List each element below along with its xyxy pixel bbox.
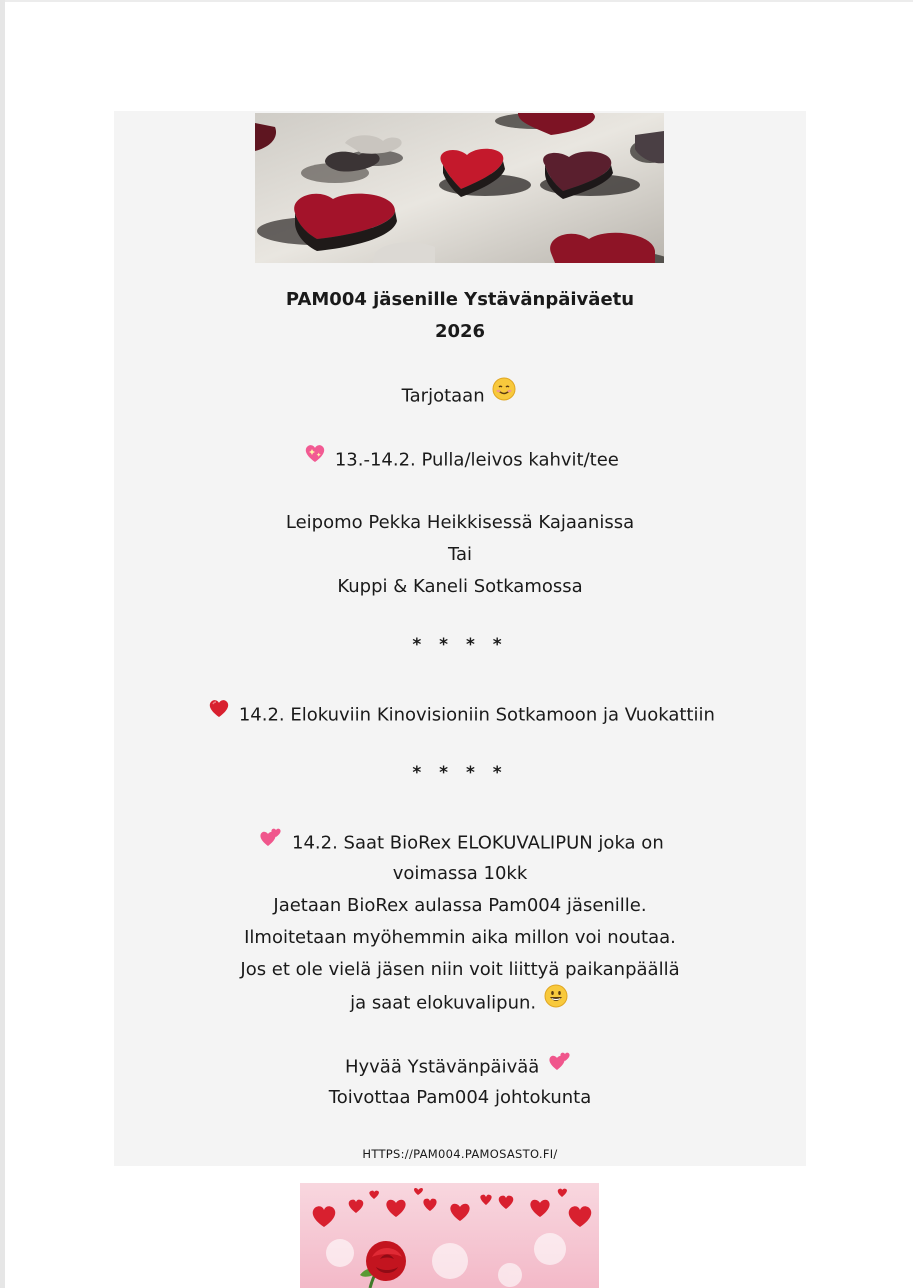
page-left-edge	[0, 0, 5, 1288]
offer1-text: 13.-14.2. Pulla/leivos kahvit/tee	[334, 449, 619, 471]
two-hearts-icon	[547, 1048, 573, 1083]
offer3-line3: Jaetaan BioRex aulassa Pam004 jäsenille.	[273, 895, 647, 916]
website-url[interactable]: HTTPS://PAM004.PAMOSASTO.FI/	[362, 1147, 558, 1161]
separator-1: * * * *	[412, 635, 508, 655]
offer3-line4: Ilmoitetaan myöhemmin aika millon voi noutaa.	[244, 927, 676, 948]
greeting-text1: Hyvää Ystävänpäivää	[344, 1056, 540, 1078]
offer-intro-text: Tarjotaan	[401, 385, 485, 407]
venue-or: Tai	[447, 544, 473, 565]
offer1-line	[114, 443, 806, 478]
offer3-text1: 14.2. Saat BioRex ELOKUVALIPUN joka on	[292, 832, 664, 854]
offer3-line5: Jos et ole vielä jäsen niin voit liittyä paikanpäällä	[240, 959, 680, 980]
offer3-line1	[114, 826, 806, 861]
roses-hearts-image	[300, 1183, 599, 1288]
red-heart-icon	[207, 696, 231, 731]
flyer-title-line2: 2026	[434, 321, 486, 342]
greeting-line1	[114, 1050, 806, 1085]
offer3-line6	[114, 986, 806, 1021]
offer3-text6: ja saat elokuvalipun.	[350, 992, 537, 1014]
offer2-text: 14.2. Elokuviin Kinovisioniin Sotkamoon ja Vuokattiin	[238, 704, 715, 726]
flyer-card	[114, 111, 806, 1166]
sparkling-heart-icon	[303, 441, 327, 476]
flyer-title-line1: PAM004 jäsenille Ystävänpäiväetu	[285, 289, 635, 310]
offer-intro-line	[114, 379, 806, 414]
grinning-face-icon	[544, 984, 568, 1019]
venue-line1: Leipomo Pekka Heikkisessä Kajaanissa	[285, 512, 635, 533]
offer2-line	[114, 698, 806, 733]
smiling-face-icon	[492, 377, 516, 412]
hearts-hero-image	[255, 113, 664, 263]
page-top-edge	[0, 0, 913, 2]
greeting-line2: Toivottaa Pam004 johtokunta	[328, 1087, 592, 1108]
venue-line2: Kuppi & Kaneli Sotkamossa	[337, 576, 583, 597]
offer3-line2: voimassa 10kk	[392, 863, 528, 884]
two-hearts-icon	[258, 824, 284, 859]
separator-2: * * * *	[412, 763, 508, 783]
